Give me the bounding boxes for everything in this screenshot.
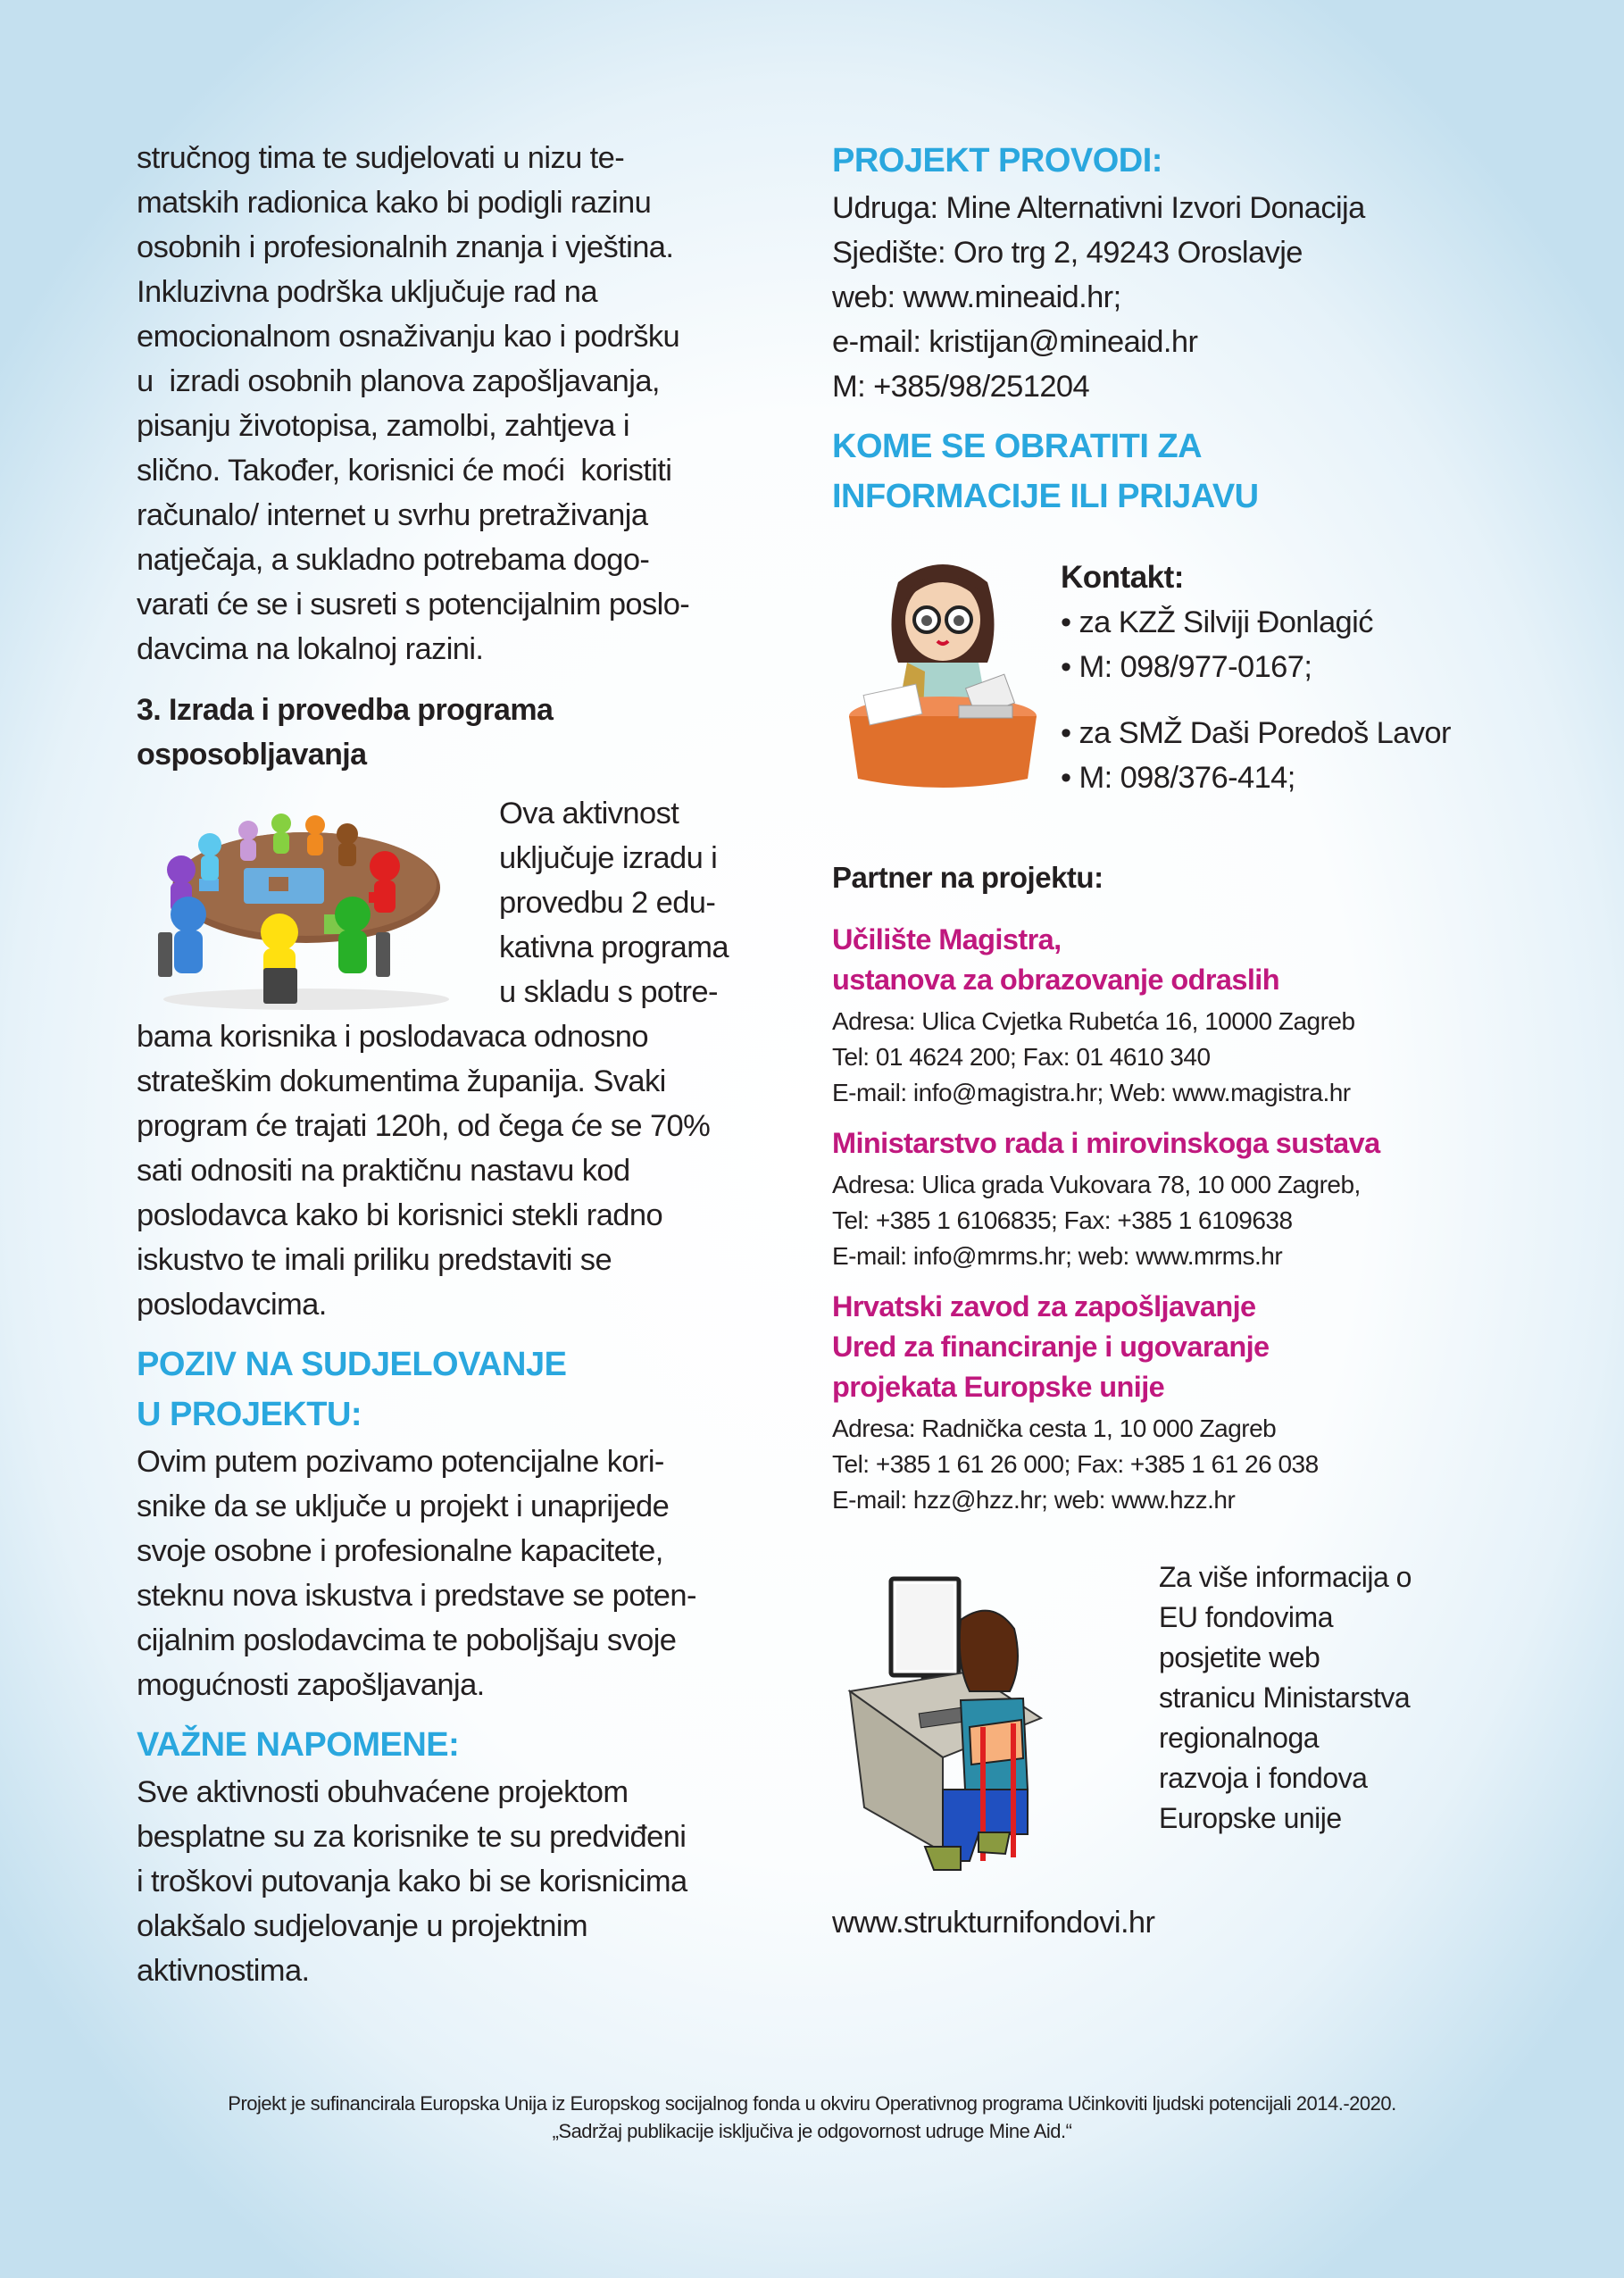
partner-phone: Tel: 01 4624 200; Fax: 01 4610 340: [832, 1043, 1211, 1071]
contact-block: [1061, 555, 1451, 800]
text-line: računalo/ internet u svrhu pretraživanja: [137, 498, 648, 532]
section-3-side-text: [499, 791, 729, 1014]
text-line: EU fondovima: [1159, 1601, 1333, 1633]
poziv-section: [137, 1339, 797, 1707]
partner-contact-links[interactable]: E-mail: info@mrms.hr; web: www.mrms.hr: [832, 1242, 1283, 1270]
organization-email-link[interactable]: e-mail: kristijan@mineaid.hr: [832, 325, 1198, 359]
text-line: Sve aktivnosti obuhvaćene projektom: [137, 1775, 629, 1809]
text-line: emocionalnom osnaživanju kao i podršku: [137, 320, 680, 354]
text-line: svoje osobne i profesionalne kapacitete,: [137, 1534, 663, 1568]
text-line: program će trajati 120h, od čega će se 70%: [137, 1109, 711, 1143]
partner-item: [832, 920, 1511, 1111]
poziv-heading: U PROJEKTU:: [137, 1396, 362, 1433]
eu-info-text: [1159, 1557, 1412, 1839]
contact-person: • za KZŽ Silviji Đonlagić: [1061, 600, 1451, 645]
organization-address: Sjedište: Oro trg 2, 49243 Oroslavje: [832, 236, 1303, 270]
text-line: posjetite web: [1159, 1641, 1320, 1673]
contact-person: • za SMŽ Daši Poredoš Lavor: [1061, 711, 1451, 755]
text-line: sati odnositi na praktičnu nastavu kod: [137, 1154, 630, 1188]
partners-title: Partner na projektu:: [832, 861, 1103, 894]
text-line: Ovim putem pozivamo potencijalne kori-: [137, 1445, 664, 1479]
text-line: i troškovi putovanja kako bi se korisnicima: [137, 1865, 687, 1898]
organization-web-link[interactable]: web: www.mineaid.hr;: [832, 280, 1121, 314]
kome-heading: KOME SE OBRATITI ZA: [832, 428, 1203, 465]
text-line: provedbu 2 edu-: [499, 886, 716, 920]
text-line: steknu nova iskustva i predstave se poten-: [137, 1579, 696, 1613]
funding-footer: [0, 2090, 1624, 2145]
boy-at-computer-illustration: [845, 1566, 1050, 1879]
partner-item: [832, 1123, 1511, 1274]
round-table-puzzle-illustration: [146, 798, 467, 1013]
section-3-title: 3. Izrada i provedba programa: [137, 693, 554, 727]
partner-phone: Tel: +385 1 6106835; Fax: +385 1 6109638: [832, 1206, 1293, 1234]
text-line: Ova aktivnost: [499, 797, 679, 830]
partner-name: Hrvatski zavod za zapošljavanje: [832, 1290, 1256, 1323]
kome-heading: INFORMACIJE ILI PRIJAVU: [832, 478, 1259, 515]
eu-info-section: [832, 1557, 1511, 1897]
text-line: natječaja, a sukladno potrebama dogo-: [137, 543, 650, 577]
text-line: razvoja i fondova: [1159, 1762, 1368, 1794]
text-line: strateškim dokumentima županija. Svaki: [137, 1064, 666, 1098]
text-line: cijalnim poslodavcima te poboljšaju svoje: [137, 1623, 677, 1657]
partners-section: [832, 855, 1511, 1518]
text-line: besplatne su za korisnike te su predviđeni: [137, 1820, 687, 1854]
text-line: regionalnoga: [1159, 1722, 1320, 1754]
strukturni-fondovi-link[interactable]: www.strukturnifondovi.hr: [832, 1906, 1155, 1940]
text-line: bama korisnika i poslodavaca odnosno: [137, 1020, 648, 1054]
woman-at-desk-illustration: [845, 555, 1050, 788]
text-line: Za više informacija o: [1159, 1561, 1412, 1593]
text-line: u skladu s potre-: [499, 975, 718, 1009]
text-line: matskih radionica kako bi podigli razinu: [137, 186, 652, 220]
left-column: [137, 136, 797, 1993]
text-line: Europske unije: [1159, 1802, 1342, 1834]
text-line: mogućnosti zapošljavanja.: [137, 1668, 485, 1702]
text-line: u izradi osobnih planova zapošljavanja,: [137, 364, 660, 398]
napomene-heading: VAŽNE NAPOMENE:: [137, 1726, 460, 1764]
partner-contact-links[interactable]: E-mail: hzz@hzz.hr; web: www.hzz.hr: [832, 1486, 1236, 1514]
text-line: snike da se uključe u projekt i unaprijede: [137, 1489, 670, 1523]
napomene-section: [137, 1720, 797, 1993]
partner-contact-links[interactable]: E-mail: info@magistra.hr; Web: www.magistra.hr: [832, 1079, 1351, 1106]
section-3-title: osposobljavanja: [137, 738, 367, 772]
text-line: poslodavcima.: [137, 1288, 327, 1322]
text-line: olakšalo sudjelovanje u projektnim: [137, 1909, 588, 1943]
text-line: davcima na lokalnoj razini.: [137, 632, 484, 666]
text-line: uključuje izradu i: [499, 841, 718, 875]
kontakt-title: Kontakt:: [1061, 560, 1184, 595]
text-line: pisanju životopisa, zamolbi, zahtjeva i: [137, 409, 629, 443]
text-line: stručnog tima te sudjelovati u nizu te-: [137, 141, 625, 175]
text-line: iskustvo te imali priliku predstaviti se: [137, 1243, 612, 1277]
disclaimer: „Sadržaj publikacije isključiva je odgovornost udruge Mine Aid.“: [552, 2120, 1072, 2142]
text-line: varati će se i susreti s potencijalnim poslo-: [137, 588, 690, 622]
contact-phone: • M: 098/376-414;: [1061, 755, 1451, 800]
section-3-continued: [137, 1014, 797, 1327]
partner-address: Adresa: Radnička cesta 1, 10 000 Zagreb: [832, 1414, 1277, 1442]
partner-name: ustanova za obrazovanje odraslih: [832, 964, 1279, 996]
text-line: poslodavca kako bi korisnici stekli radno: [137, 1198, 663, 1232]
provodi-section: [832, 136, 1511, 409]
partner-item: [832, 1287, 1511, 1518]
text-line: kativna programa: [499, 930, 729, 964]
section-3: [137, 688, 797, 1327]
organization-phone: M: +385/98/251204: [832, 370, 1090, 404]
text-line: aktivnostima.: [137, 1954, 310, 1988]
text-line: Inkluzivna podrška uključuje rad na: [137, 275, 597, 309]
text-line: osobnih i profesionalnih znanja i vještina.: [137, 230, 674, 264]
funding-statement: Projekt je sufinancirala Europska Unija iz Europskog socijalnog fonda u okviru Operativnog programa Učinkoviti ljudski potencijali 2014.-2020.: [228, 2092, 1396, 2115]
partner-name: Učilište Magistra,: [832, 923, 1062, 955]
right-column: [832, 136, 1511, 1945]
partner-name: Ministarstvo rada i mirovinskoga sustava: [832, 1127, 1380, 1159]
partner-phone: Tel: +385 1 61 26 000; Fax: +385 1 61 26 038: [832, 1450, 1319, 1478]
text-line: stranicu Ministarstva: [1159, 1681, 1411, 1714]
text-line: slično. Također, korisnici će moći koristiti: [137, 454, 672, 488]
provodi-heading: PROJEKT PROVODI:: [832, 142, 1162, 179]
partner-address: Adresa: Ulica Cvjetka Rubetća 16, 10000 Zagreb: [832, 1007, 1355, 1035]
partner-name: Ured za financiranje i ugovaranje: [832, 1331, 1270, 1363]
partner-name: projekata Europske unije: [832, 1371, 1165, 1403]
partner-address: Adresa: Ulica grada Vukovara 78, 10 000 Zagreb,: [832, 1171, 1361, 1198]
intro-paragraph: [137, 136, 797, 672]
kome-section: [832, 421, 1511, 859]
contact-phone: • M: 098/977-0167;: [1061, 645, 1451, 689]
poziv-heading: POZIV NA SUDJELOVANJE: [137, 1346, 567, 1383]
organization-name: Udruga: Mine Alternativni Izvori Donacija: [832, 191, 1365, 225]
